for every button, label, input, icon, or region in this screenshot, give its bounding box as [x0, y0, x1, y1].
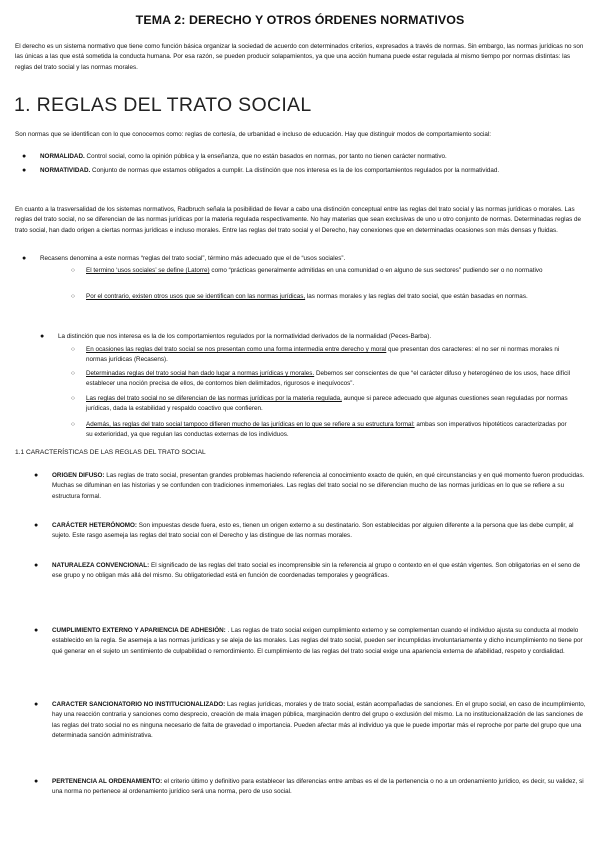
characteristic-label: ORIGEN DIFUSO: — [52, 472, 105, 479]
paragraph-transversality: En cuanto a la trasversalidad de los sistemas normativos, Radbruch señala la posibilidad de llevar a cabo una distinción conceptual entre las reglas del trato social y las normas jurídicas o morales. Las reglas del trato social, no se diferencian de las normas jurídicas por la materia regulada respectivamente. No hay materias que sean exclusivas de uno u otro conjunto de normas. Determinadas reglas de trato social, han dado origen a ciertas normas jurídicas e incluso morales. Entre las reglas del trato social y el Derecho, hay conexiones que en determinadas ocasiones son más densas y fluidas. — [15, 206, 581, 234]
bullet-dot-icon: ● — [22, 153, 27, 160]
characteristic-text: Las reglas jurídicas, morales y de trato social, están acompañadas de sanciones. En el grupo social, en caso de incumplimiento, hay una reacción contraria y sanciones como desprecio, creación de mala imagen pública, marginación dentro del grupo o exclusión del mismo. La no institucionalización de las sanciones de las reglas del trato social no es ninguna necesario de falta de gravedad o importancia. Pueden afectar más al individuo ya que le puede importar más el reproche por parte del grupo que una determinada sanción administrativa. — [52, 701, 586, 740]
circle-bullet-icon: ○ — [71, 395, 75, 402]
intro-paragraph: El derecho es un sistema normativo que tiene como función básica organizar la sociedad de acuerdo con determinados criterios, expresados a través de normas. Sin embargo, las normas jurídicas no son las únicas a las que está sometida la conducta humana. Por esa razón, se pueden producir solapamientos, ya que una acción humana puede estar regulada al mismo tiempo por normas distintas: las reglas del trato social y las normas morales. — [15, 43, 584, 71]
bullet-item — [22, 254, 580, 264]
section-heading: 1. REGLAS DEL TRATO SOCIAL — [14, 94, 312, 116]
sub-bullet-text: aunque si parece adecuado que algunas cuestiones sean reguladas por normas jurídicas, dada la estabilidad y respaldo coactivo que confieren. — [86, 395, 568, 413]
sub-bullet-item — [71, 394, 574, 415]
characteristic-label: PERTENENCIA AL ORDENAMIENTO: — [52, 778, 163, 785]
bullet-text: Conjunto de normas que estamos obligados a cumplir. La distinción que nos interesa es la de los comportamientos regulados por la normatividad. — [90, 167, 500, 174]
characteristic-item — [34, 777, 592, 798]
characteristic-text: el criterio último y definitivo para establecer las diferencias entre ambas es el de la pertenencia o no a un ordenamiento jurídico, es decir, su validez, si una norma no pertenece al ordenamiento jurídico será una norma, pero de uso social. — [52, 778, 584, 796]
bullet-dot-icon: ● — [34, 522, 39, 529]
characteristic-text: . Las reglas de trato social exigen cumplimiento externo y se complementan cuando el individuo ajusta su conducta al modelo establecido en la regla. Se asemeja a las normas jurídicas y se aleja de las morales. Las reglas del trato social, pueden ser incumplidas involuntariamente y dicho incumplimiento no tiene por qué generar en el sujeto un sentimiento de culpabilidad o remordimiento. El cumplimiento de las reglas del trato social exige una apariencia externa de afabilidad, respeto y cordialidad. — [52, 627, 583, 655]
characteristic-text: El significado de las reglas del trato social es incomprensible sin la referencia al grupo o contexto en el que están vigentes. Son obligatorias en el seno de ese grupo y no obligan más allá del mismo. Su obligatoriedad está en función de coordenadas temporales y geográficas. — [52, 562, 581, 580]
bullet-dot-icon: ● — [34, 472, 39, 479]
page-title: TEMA 2: DERECHO Y OTROS ÓRDENES NORMATIVOS — [135, 13, 465, 27]
bullet-dot-icon: ● — [34, 701, 39, 708]
sub-bullet-item — [71, 292, 574, 302]
subsection-heading: 1.1 CARACTERÍSTICAS DE LAS REGLAS DEL TRATO SOCIAL — [15, 449, 206, 456]
bullet-dot-icon: ● — [22, 255, 27, 262]
sub-bullet-underlined: Por el contrario, existen otros usos que se identifican con las normas jurídicas, — [86, 293, 306, 300]
bullet-dot-icon: ● — [34, 562, 39, 569]
characteristic-text: Las reglas de trato social, presentan grandes problemas haciendo referencia al conocimiento exacto de quién, en qué circunstancias y en qué momento fueron producidas. Muchas se difuminan en las historias y se confunden con tradiciones inmemoriales. Las reglas del trato social no se diferencian mucho de las normas jurídicas en lo que se refiere a su estructura formal. — [52, 472, 585, 500]
bullet-text: Recasens denomina a este normas “reglas del trato social”, término más adecuado que el de “usos sociales”. — [40, 255, 346, 262]
bullet-text: Control social, como la opinión pública y la enseñanza, que no están basados en normas, por tanto no tienen carácter normativo. — [84, 153, 447, 160]
sub-bullet-item — [71, 266, 574, 276]
sub-bullet-text: como “prácticas generalmente admitidas en una comunidad o en alguno de sus sectores” pudiendo ser o no normativo — [209, 267, 543, 274]
sub-bullet-underlined: Las reglas del trato social no se diferencian de las normas jurídicas por la materia regulada, — [86, 395, 342, 402]
sub-bullet-text: Debemos ser conscientes de que “el carácter difuso y heterogéneo de los usos, hace difícil establecer una noción precisa de ellos, de contornos bien delimitados, rigurosos e inequívocos”. — [86, 370, 571, 388]
sub-bullet-text: ambas son imperativos hipotéticos caracterizadas por su exterioridad, ya que regulan las conductas externas de los individuos. — [86, 421, 567, 439]
characteristic-label: CARACTER SANCIONATORIO NO INSTITUCIONALIZADO: — [52, 701, 226, 708]
bullet-label: NORMALIDAD. — [40, 153, 85, 160]
bullet-text: La distinción que nos interesa es la de los comportamientos regulados por la normatividad derivados de la normalidad (Peces-Barba). — [58, 333, 432, 340]
circle-bullet-icon: ○ — [71, 370, 75, 377]
sub-bullet-underlined: Además, las reglas del trato social tampoco difieren mucho de las jurídicas en lo que se refiere a su estructura formal: — [86, 421, 415, 428]
circle-bullet-icon: ○ — [71, 346, 75, 353]
sub-bullet-underlined: El termino ‘usos sociales’ se define (Latorre) — [86, 267, 210, 274]
sub-bullet-text: las normas morales y las reglas del trato social, que están basadas en normas. — [305, 293, 528, 300]
circle-bullet-icon: ○ — [71, 267, 75, 274]
characteristic-label: NATURALEZA CONVENCIONAL: — [52, 562, 150, 569]
characteristic-item — [34, 561, 592, 582]
characteristic-label: CUMPLIMIENTO EXTERNO Y APARIENCIA DE ADHESIÓN: — [52, 627, 226, 634]
circle-bullet-icon: ○ — [71, 293, 75, 300]
characteristic-item — [34, 626, 592, 657]
characteristic-text: Son impuestas desde fuera, esto es, tienen un origen externo a su destinatario. Son establecidas por alguien diferente a la persona que las debe cumplir, al sujeto. Este rasgo asemeja las reglas del trato social con el Derecho y las distingue de las normas morales. — [52, 522, 574, 540]
bullet-item — [22, 166, 580, 176]
bullet-dot-icon: ● — [34, 627, 39, 634]
bullet-label: NORMATIVIDAD. — [40, 167, 91, 174]
characteristic-label: CARÁCTER HETERÓNOMO: — [52, 522, 138, 529]
bullet-item — [22, 152, 580, 162]
section-lead: Son normas que se identifican con lo que conocemos como: reglas de cortesía, de urbanidad e incluso de educación. Hay que distinguir modos de comportamiento social: — [15, 131, 492, 138]
bullet-dot-icon: ● — [22, 167, 27, 174]
bullet-dot-icon: ● — [34, 778, 39, 785]
bullet-item — [40, 332, 598, 342]
characteristic-item — [34, 521, 592, 542]
circle-bullet-icon: ○ — [71, 421, 75, 428]
sub-bullet-underlined: Determinadas reglas del trato social han dado lugar a normas jurídicas y morales. — [86, 370, 315, 377]
bullet-dot-icon: ● — [40, 333, 45, 340]
characteristic-item — [34, 700, 592, 742]
sub-bullet-item — [71, 420, 574, 441]
sub-bullet-underlined: En ocasiones las reglas del trato social se nos presentan como una forma intermedia entre derecho y moral — [86, 346, 387, 353]
sub-bullet-item — [71, 345, 574, 366]
sub-bullet-item — [71, 369, 574, 390]
characteristic-item — [34, 471, 592, 502]
sub-bullet-text: que presentan dos caracteres: el no ser ni normas morales ni normas jurídicas (Recasens). — [86, 346, 560, 364]
